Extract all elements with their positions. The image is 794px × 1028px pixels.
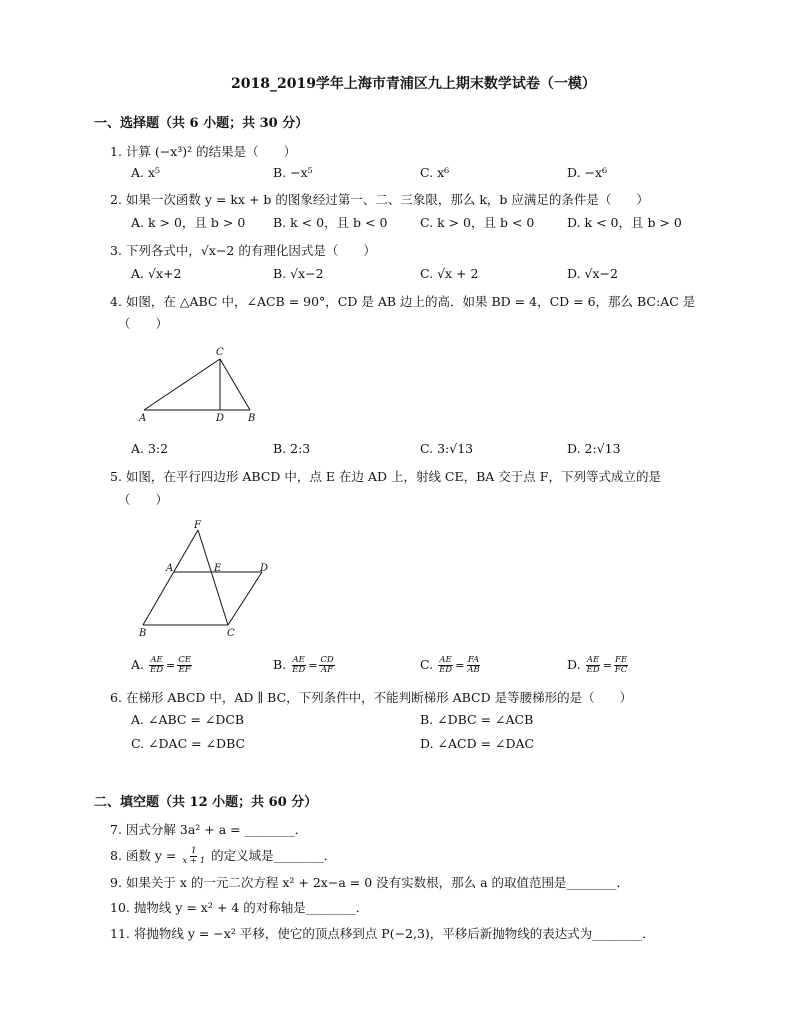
q6-option-a: A. ∠ABC = ∠DCB <box>131 712 245 727</box>
q5-a-fraction-right: $\frac{CE}{EF}$ <box>178 655 191 675</box>
section-1-heading: 一、选择题（共 6 小题；共 30 分） <box>94 116 309 131</box>
q5-label-e: E <box>214 563 222 574</box>
q5-option-c: C. $\frac{AE}{ED}$ = $\frac{FA}{AB}$ <box>420 655 480 675</box>
q6-option-c: C. ∠DAC = ∠DBC <box>131 736 246 751</box>
q4-side-ac <box>144 359 220 410</box>
q4-option-c: C. 3:√13 <box>420 441 474 456</box>
q5-d-fraction-right: $\frac{FE}{FC}$ <box>614 655 628 675</box>
q5-b-fraction-left: $\frac{AE}{ED}$ <box>292 655 306 675</box>
q5-b-fraction-right: $\frac{CD}{AF}$ <box>320 655 334 675</box>
q1-option-c: C. x⁶ <box>420 165 450 180</box>
q4-option-d: D. 2:√13 <box>567 441 621 456</box>
question-10: 10. 抛物线 y = x² + 4 的对称轴是________． <box>110 900 369 915</box>
q8-prefix: 8. 函数 y = <box>110 847 177 863</box>
q5-parallelogram-figure <box>130 516 280 642</box>
q5-option-a-label: A. <box>131 656 145 672</box>
q5-option-d: D. $\frac{AE}{ED}$ = $\frac{FE}{FC}$ <box>567 655 628 675</box>
q1-option-a: A. x⁵ <box>131 165 161 180</box>
question-2-stem: 2. 如果一次函数 y = kx + b 的图象经过第一、二、三象限，那么 k，b 应满足的条件是（ ） <box>110 192 649 207</box>
question-4-paren: （ ） <box>118 316 169 331</box>
q5-label-a: A <box>166 563 174 574</box>
question-7: 7. 因式分解 3a² + a = ________． <box>110 822 308 837</box>
question-8 <box>110 847 336 866</box>
q5-d-fraction-left: $\frac{AE}{ED}$ <box>586 655 600 675</box>
q3-option-d: D. √x−2 <box>567 266 618 281</box>
q5-c-fraction-right: $\frac{FA}{AB}$ <box>467 655 480 675</box>
question-11: 11. 将抛物线 y = −x² 平移，使它的顶点移到点 P(−2,3)，平移后新抛物线的表达式为________． <box>110 926 655 941</box>
q2-option-b: B. k < 0，且 b < 0 <box>273 215 388 230</box>
q4-label-b: B <box>248 413 256 424</box>
q5-label-d: D <box>260 563 269 574</box>
q5-option-d-label: D. <box>567 656 581 672</box>
q5-label-f: F <box>194 520 201 531</box>
q5-option-b: B. $\frac{AE}{ED}$ = $\frac{CD}{AF}$ <box>273 655 334 675</box>
page-title: 2018_2019学年上海市青浦区九上期末数学试卷（一模） <box>231 76 596 92</box>
question-4-stem: 4. 如图，在 △ABC 中，∠ACB = 90°，CD 是 AB 边上的高．如果 BD = 4，CD = 6，那么 BC:AC 是 <box>110 294 696 309</box>
question-9: 9. 如果关于 x 的一元二次方程 x² + 2x−a = 0 没有实数根，那么 a 的取值范围是________． <box>110 875 630 890</box>
question-5-stem: 5. 如图，在平行四边形 ABCD 中，点 E 在边 AD 上，射线 CE，BA 交于点 F，下列等式成立的是 <box>110 469 661 484</box>
q5-side-dc <box>228 572 262 625</box>
q6-option-d: D. ∠ACD = ∠DAC <box>420 736 535 751</box>
section-2-heading: 二、填空题（共 12 小题；共 60 分） <box>94 795 318 810</box>
q3-option-a: A. √x+2 <box>131 266 182 281</box>
q5-a-fraction-left: $\frac{AE}{ED}$ <box>150 655 164 675</box>
q8-fraction: $\frac{1}{x + 1}$ <box>182 846 206 866</box>
q4-label-c: C <box>216 347 224 358</box>
q1-option-b: B. −x⁵ <box>273 165 313 180</box>
q5-ray-cf <box>198 530 228 625</box>
q4-option-b: B. 2:3 <box>273 441 311 456</box>
q5-option-a: A. $\frac{AE}{ED}$ = $\frac{CE}{EF}$ <box>131 655 191 675</box>
question-3-stem: 3. 下列各式中，√x−2 的有理化因式是（ ） <box>110 243 376 258</box>
q2-option-c: C. k > 0，且 b < 0 <box>420 215 535 230</box>
q5-c-fraction-left: $\frac{AE}{ED}$ <box>439 655 453 675</box>
q4-label-a: A <box>139 413 147 424</box>
q2-option-a: A. k > 0，且 b > 0 <box>131 215 246 230</box>
q4-label-d: D <box>216 413 225 424</box>
q4-side-cb <box>220 359 250 410</box>
question-1-stem: 1. 计算 (−x³)² 的结果是（ ） <box>110 144 297 159</box>
q1-option-d: D. −x⁶ <box>567 165 608 180</box>
q4-option-a: A. 3:2 <box>131 441 169 456</box>
q3-option-c: C. √x + 2 <box>420 266 479 281</box>
question-5-paren: （ ） <box>118 492 169 507</box>
q5-ray-bf <box>143 530 198 625</box>
q2-option-d: D. k < 0，且 b > 0 <box>567 215 682 230</box>
q4-triangle-figure <box>130 340 270 430</box>
q6-option-b: B. ∠DBC = ∠ACB <box>420 712 534 727</box>
q8-suffix: 的定义域是________． <box>211 847 337 863</box>
q5-label-b: B <box>139 628 147 639</box>
q5-option-b-label: B. <box>273 656 287 672</box>
question-6-stem: 6. 在梯形 ABCD 中，AD ∥ BC，下列条件中，不能判断梯形 ABCD 是等腰梯形的是（ ） <box>110 690 633 705</box>
q5-label-c: C <box>227 628 235 639</box>
q5-option-c-label: C. <box>420 656 434 672</box>
q3-option-b: B. √x−2 <box>273 266 324 281</box>
